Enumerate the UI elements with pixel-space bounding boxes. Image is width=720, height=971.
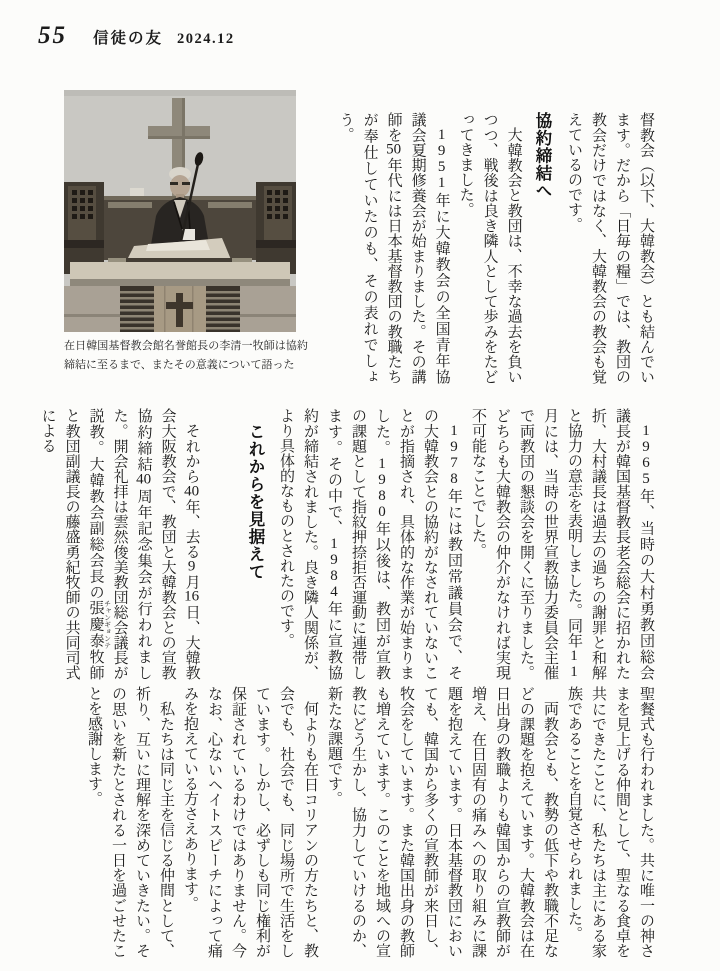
paragraph-continued: 聖餐式も行われました。共に唯一の神さまを見上げる仲間として、聖なる食卓を共にできたことに、私たちは主にある家族であることを自覚させられました。 xyxy=(566,686,654,958)
paragraph: 1965年、当時の大村勇教団総会議長が韓国基督教長老会総会に招かれた折、大村議長は過去の過ちの謝罪と和解と協力の意志を表明しました。同年11月には、当時の世界宣教協力委員会主催で両教団の懇談会を開くに至りました。どちらも大韓教会の仲介がなければ実現不可能なことでした。 xyxy=(470,408,654,680)
section-heading-future: これからを見据えて xyxy=(246,422,264,581)
paragraph: 両教会とも、教勢の低下や教職不足などの課題を抱えています。大韓教会は在日出身の教職よりも韓国からの宣教師が増え、在日固有の痛みへの取り組みに課題を抱えています。日本基督教団においても、韓国から多くの宣教師が来日し、牧会をしています。また韓国出身の教師も増えています。このことを地域への宣教にどう生かし、協力していけるのか、新たな課題です。 xyxy=(326,686,558,958)
magazine-title: 信徒の友 xyxy=(93,30,164,47)
page-header xyxy=(38,22,235,50)
pulpit-photo-image xyxy=(64,90,296,332)
paragraph-continued: 督教会（以下、大韓教会）とも結んでいます。だから「日毎の糧」では、教団の教会だけではなく、大韓教会の教会も覚えているのです。 xyxy=(566,112,654,384)
article-photo xyxy=(64,90,310,374)
article-section-3 xyxy=(58,686,658,958)
section-heading-treaty: 協約締結へ xyxy=(533,112,551,200)
issue-date: 2024.12 xyxy=(177,31,235,47)
paragraph: 私たちは同じ主を信じる仲間として、祈り、互いに理解を深めていきたい。その思いを新たとされる一日を過ごせたことを感謝します。 xyxy=(86,686,174,958)
paragraph: 1978年には教団常議員会で、その大韓教会との協約がなされていないことが指摘され、具体的な作業が始まりました。1980年以後は、教団が宣教の課題として指紋押捺拒否運動に連帯します。その中で、1984年に宣教協約が締結されました。良き隣人関係が、より具体的なものとされたのです。 xyxy=(278,408,462,680)
article-section-1 xyxy=(320,112,658,384)
paragraph: 何よりも在日コリアンの方たちと、教会でも、社会でも、同じ場所で生活をしています。しかし、必ずしも同じ権利が保証されているわけではありません。今なお、心ないヘイトスピーチによって痛みを抱えている方さえあります。 xyxy=(182,686,318,958)
pulpit xyxy=(64,262,296,332)
paragraph: 大韓教会と教団は、不幸な過去を負いつつ、戦後は良き隣人として歩みをたどってきました。 xyxy=(457,112,522,384)
article-section-2 xyxy=(39,408,658,680)
page-number: 55 xyxy=(38,22,67,49)
photo-caption: 在日韓国基督教会館名誉館長の李清一牧師は協約締結に至るまで、またその意義について語った xyxy=(64,340,308,371)
paragraph: 1951年に大韓教会の全国青年協議会夏期修養会が始まりました。その講師を50年代には日本基督教団の教職たちが奉仕していたのも、その表れでしょう。 xyxy=(337,112,450,385)
paragraph: それから40年、去る9月16日、大韓教会大阪教会で、教団と大韓教会との宣教協約締結40周年記念集会が行われました。開会礼拝は雲然俊美教団総会議長が説教。大韓教会副総会長の張慶泰 チャンギョンテ牧師と教団副議長の藤盛勇紀牧師の共同司式による xyxy=(39,408,200,680)
